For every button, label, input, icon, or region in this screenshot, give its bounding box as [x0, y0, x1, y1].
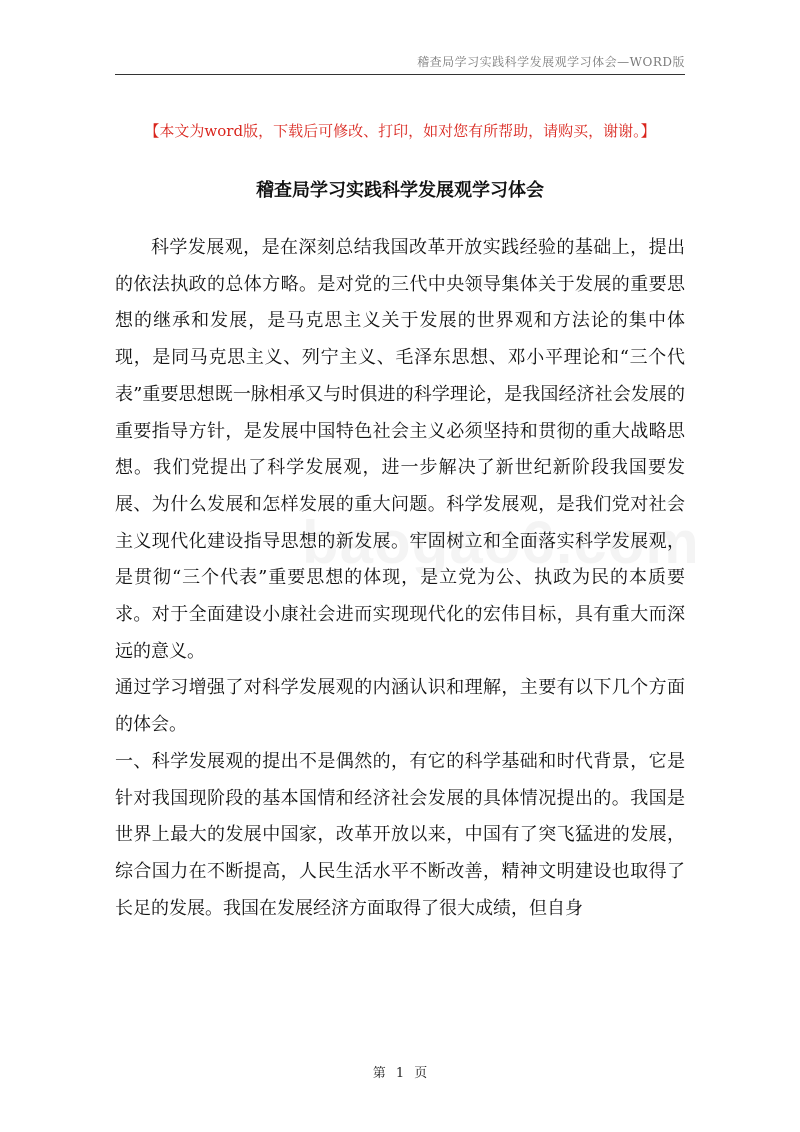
page-suffix: 页 — [414, 1066, 428, 1081]
paragraph-summary: 通过学习增强了对科学发展观的内涵认识和理解，主要有以下几个方面的体会。 — [115, 677, 685, 736]
header-divider — [115, 74, 685, 75]
paragraph-intro: 科学发展观，是在深刻总结我国改革开放实践经验的基础上，提出的依法执政的总体方略。是对党的三代中央领导集体关于发展的重要思想的继承和发展，是马克思主义关于发展的世界观和方法论的集中体现，是同马克思主义、列宁主义、毛泽东思想、邓小平理论和“三个代表”重要思想既一脉相承又与时俱进的科学理论，是我国经济社会发展的重要指导方针，是发展中国特色社会主义必须坚持和贯彻的重大战略思想。我们党提出了科学发展观，进一步解决了新世纪新阶段我国要发展、为什么发展和怎样发展的重大问题。科学发展观，是我们党对社会主义现代化建设指导思想的新发展。牢固树立和全面落实科学发展观，是贯彻“三个代表”重要思想的体现，是立党为公、执政为民的本质要求。对于全面建设小康社会进而实现现代化的宏伟目标，具有重大而深远的意义。 — [115, 237, 685, 662]
paragraph-section-one: 一、科学发展观的提出不是偶然的，有它的科学基础和时代背景，它是针对我国现阶段的基本国情和经济社会发展的具体情况提出的。我国是世界上最大的发展中国家，改革开放以来，中国有了突飞猛进的发展，综合国力在不断提高，人民生活水平不断改善，精神文明建设也取得了长足的发展。我国在发展经济方面取得了很大成绩，但自身 — [115, 750, 685, 919]
page-prefix: 第 — [372, 1066, 386, 1081]
page-footer — [0, 1062, 800, 1081]
download-notice: 【本文为word版，下载后可修改、打印，如对您有所帮助，请购买，谢谢。】 — [144, 122, 656, 140]
page-number: 1 — [395, 1066, 405, 1081]
document-title: 稽查局学习实践科学发展观学习体会 — [256, 180, 544, 201]
document-body — [115, 230, 685, 927]
running-header: 稽查局学习实践科学发展观学习体会—WORD版 — [417, 55, 685, 69]
